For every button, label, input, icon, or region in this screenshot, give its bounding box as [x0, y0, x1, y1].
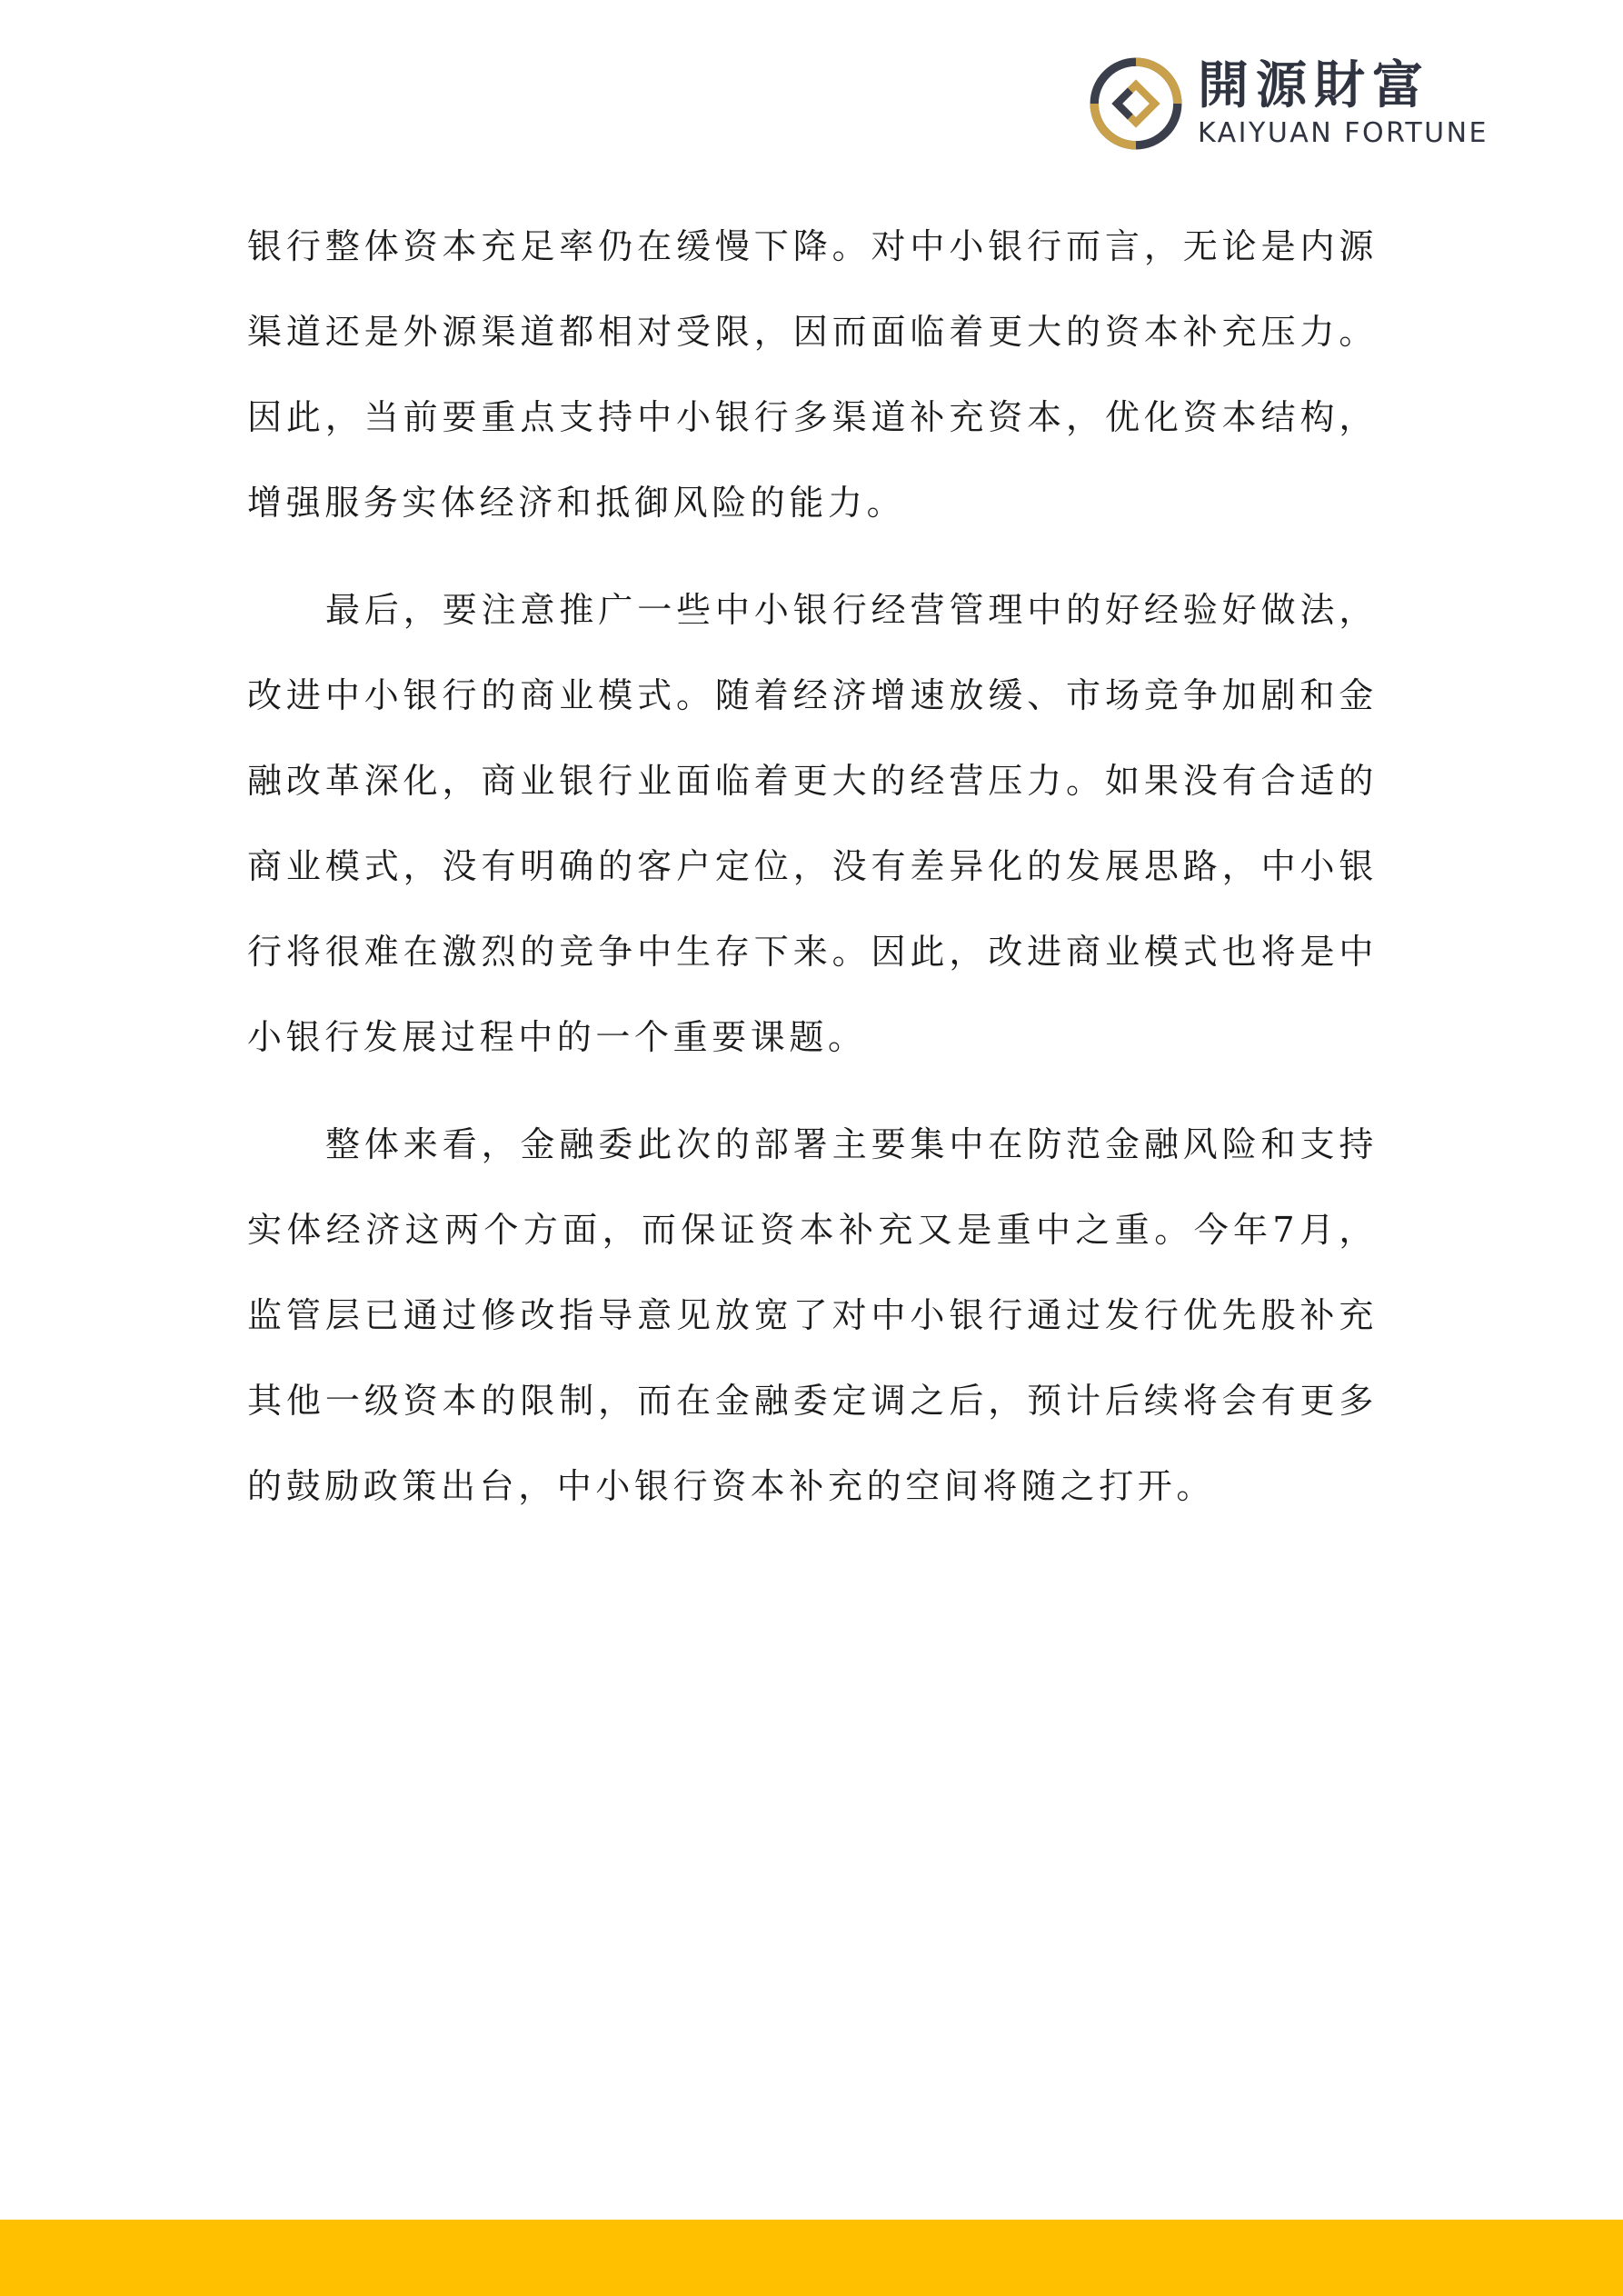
paragraph-summary: 整体来看，金融委此次的部署主要集中在防范金融风险和支持实体经济这两个方面，而保证资本补充又是重中之重。今年7月，监管层已通过修改指导意见放宽了对中小银行通过发行优先股补充其他一级资本的限制，而在金融委定调之后，预计后续将会有更多的鼓励政策出台，中小银行资本补充的空间将随之打开。: [247, 1124, 1378, 1506]
logo-chinese-name: 開源財富: [1197, 56, 1430, 115]
footer-bar: [0, 2220, 1623, 2296]
logo-english-name: KAIYUAN FORTUNE: [1197, 117, 1489, 149]
article-body: [247, 204, 1378, 1551]
paragraph-business-model: 最后，要注意推广一些中小银行经营管理中的好经验好做法，改进中小银行的商业模式。随着经济增速放缓、市场竞争加剧和金融改革深化，商业银行业面临着更大的经营压力。如果没有合适的商业模式，没有明确的客户定位，没有差异化的发展思路，中小银行将很难在激烈的竞争中生存下来。因此，改进商业模式也将是中小银行发展过程中的一个重要课题。: [247, 590, 1378, 1057]
logo-text: [1198, 57, 1489, 150]
kaiyuan-logo-icon: [1089, 56, 1183, 151]
brand-logo: [1089, 56, 1489, 151]
paragraph-capital-pressure: 银行整体资本充足率仍在缓慢下降。对中小银行而言，无论是内源渠道还是外源渠道都相对受限，因而面临着更大的资本补充压力。因此，当前要重点支持中小银行多渠道补充资本，优化资本结构，增强服务实体经济和抵御风险的能力。: [247, 226, 1378, 523]
